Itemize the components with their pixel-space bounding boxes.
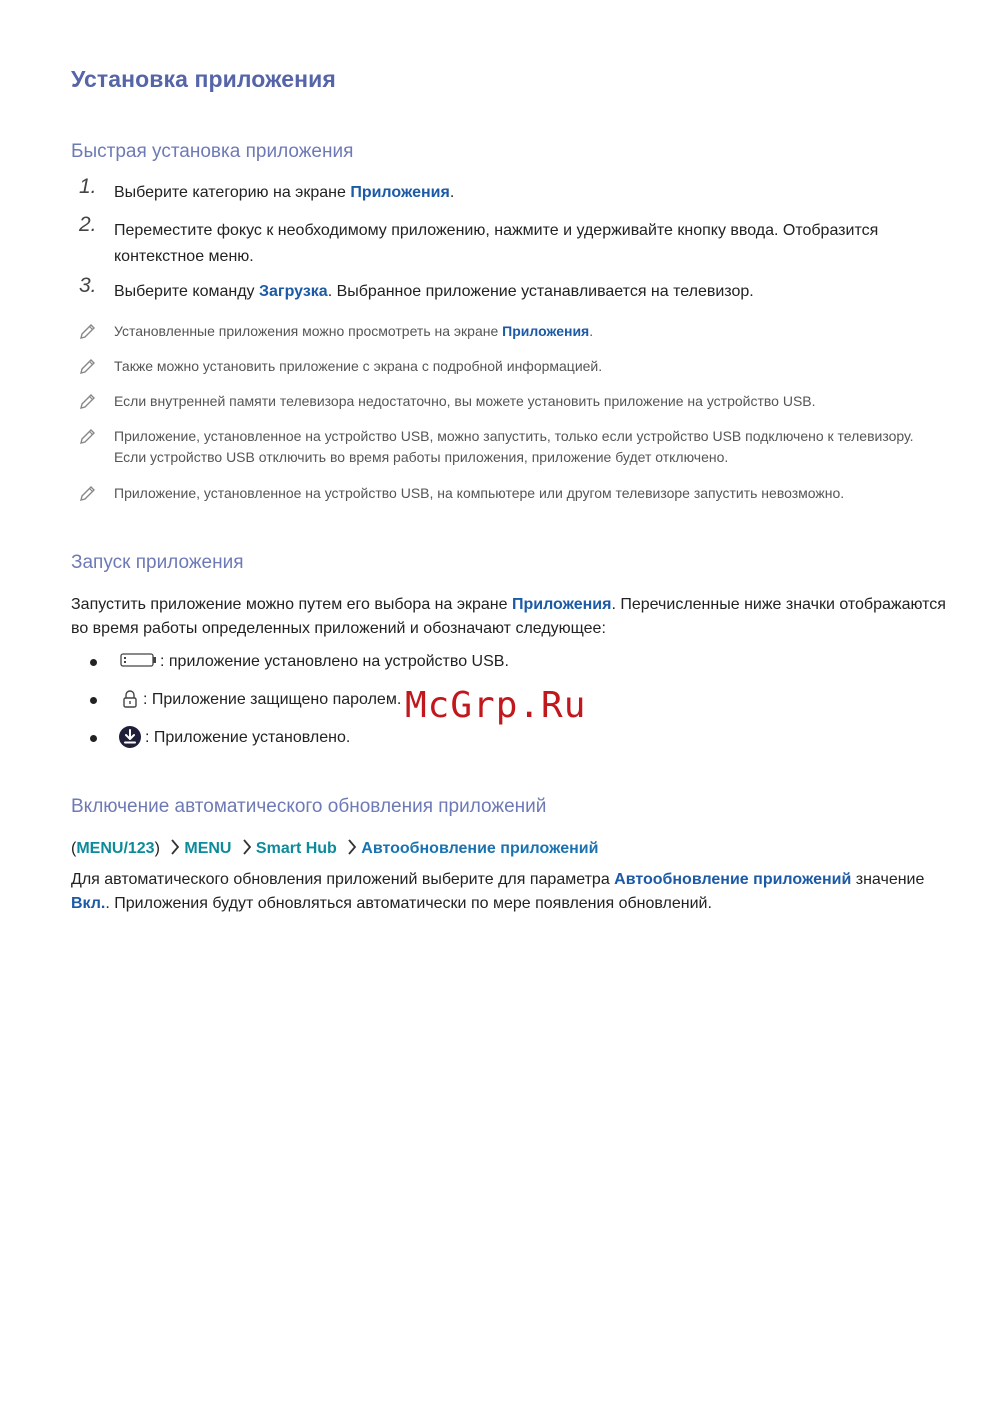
step-text: Переместите фокус к необходимому приложению, нажмите и удерживайте кнопку ввода. Отобразится контекстное меню. xyxy=(114,222,879,265)
step-text: Выберите категорию на экране Приложения. xyxy=(114,184,455,201)
section-heading-launch: Запуск приложения xyxy=(71,552,244,573)
note-text: Если внутренней памяти телевизора недостаточно, вы можете установить приложение на устройство USB. xyxy=(114,393,816,409)
note-text: Приложение, установленное на устройство USB, на компьютере или другом телевизоре запустить невозможно. xyxy=(114,485,845,501)
apps-keyword: Приложения xyxy=(350,184,450,201)
section-heading-quick-install: Быстрая установка приложения xyxy=(71,141,354,162)
note-text: Приложение, установленное на устройство USB, можно запустить, только если устройство USB подключено к телевизору. Если устройство USB отключить во время работы приложения, приложение будет отключено. xyxy=(114,428,914,465)
pencil-icon xyxy=(79,322,97,340)
step-number: 3. xyxy=(79,274,97,297)
on-keyword: Вкл. xyxy=(71,895,106,912)
step-text: Выберите команду Загрузка. Выбранное приложение устанавливается на телевизор. xyxy=(114,283,754,300)
section-heading-auto-update: Включение автоматического обновления приложений xyxy=(71,796,547,817)
auto-update-option-label: Автообновление приложений xyxy=(361,840,599,857)
watermark: McGrp.Ru xyxy=(405,685,587,726)
pencil-icon xyxy=(79,392,97,410)
note-text: Также можно установить приложение с экрана с подробной информацией. xyxy=(114,358,603,374)
bullet-usb xyxy=(90,649,950,675)
pencil-icon xyxy=(79,484,97,502)
auto-update-keyword: Автообновление приложений xyxy=(614,871,852,888)
pencil-icon xyxy=(79,427,97,445)
menu-path: (MENU/123) MENU Smart Hub Автообновление приложений xyxy=(71,840,599,857)
bullet-text: : Приложение установлено. xyxy=(145,729,351,746)
auto-update-body: Для автоматического обновления приложений выберите для параметра Автообновление приложений значение Вкл.. Приложения будут обновляться автоматически по мере появления обновлений. xyxy=(71,871,925,912)
launch-intro: Запустить приложение можно путем его выбора на экране Приложения. Перечисленные ниже значки отображаются во время работы определенных приложений и обозначают следующее: xyxy=(71,596,946,637)
smart-hub-label: Smart Hub xyxy=(255,840,337,857)
chevron-right-icon xyxy=(347,839,357,855)
chevron-right-icon xyxy=(242,839,252,855)
bullet-text: : приложение установлено на устройство USB. xyxy=(160,653,509,670)
lock-icon xyxy=(122,689,138,709)
bullet-text: : Приложение защищено паролем. xyxy=(143,691,402,708)
usb-icon xyxy=(120,652,158,668)
note-text: Установленные приложения можно просмотреть на экране Приложения. xyxy=(114,323,594,339)
bullet-dot xyxy=(90,697,97,704)
chevron-right-icon xyxy=(170,839,180,855)
page-title: Установка приложения xyxy=(71,66,336,92)
menu123-label: MENU/123 xyxy=(76,840,155,857)
download-keyword: Загрузка xyxy=(258,283,328,300)
menu-label: MENU xyxy=(184,840,232,857)
apps-keyword: Приложения xyxy=(502,323,590,339)
bullet-installed xyxy=(90,725,950,751)
step-number: 1. xyxy=(79,175,97,198)
pencil-icon xyxy=(79,357,97,375)
apps-keyword: Приложения xyxy=(511,596,612,613)
installed-icon xyxy=(118,725,142,749)
step-number: 2. xyxy=(79,213,97,236)
bullet-dot xyxy=(90,735,97,742)
bullet-dot xyxy=(90,659,97,666)
